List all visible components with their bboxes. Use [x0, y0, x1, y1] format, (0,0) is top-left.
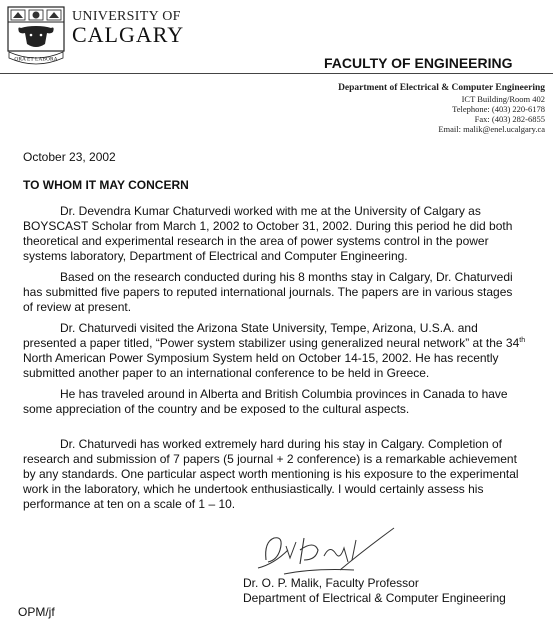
university-name-line1: UNIVERSITY OF [72, 9, 181, 24]
department-building: ICT Building/Room 402 [461, 94, 545, 104]
paragraph-line: by any standards. One particular aspect worth mentioning is his exposure to the experimental [23, 467, 519, 481]
paragraph-1 [23, 204, 529, 264]
paragraph-2 [23, 270, 529, 315]
paragraph-line-text: presented a paper titled, “Power system stabilizer using generalized neural network” at the 34 [23, 336, 520, 350]
paragraph-line: submitted another paper to an international conference to be held in Greece. [23, 366, 430, 380]
department-phone: Telephone: (403) 220-6178 [452, 104, 545, 114]
paragraph-3 [23, 321, 529, 381]
paragraph-4 [23, 387, 529, 417]
faculty-title: FACULTY OF ENGINEERING [324, 55, 513, 71]
header-divider [0, 73, 553, 74]
signature-icon [244, 520, 409, 580]
paragraph-line: systems laboratory, Department of Electrical and Computer Engineering. [23, 249, 408, 263]
ordinal-superscript: th [519, 337, 526, 344]
paragraph-line: research and submission of 7 papers (5 journal + 2 conference) is a remarkable achievement [23, 452, 517, 466]
department-fax: Fax: (403) 282-6855 [474, 114, 545, 124]
paragraph-line: Dr. Chaturvedi visited the Arizona State University, Tempe, Arizona, U.S.A. and [60, 321, 478, 335]
paragraph-line: Dr. Devendra Kumar Chaturvedi worked with me at the University of Calgary as [60, 204, 481, 218]
department-email: Email: malik@enel.ucalgary.ca [438, 124, 545, 134]
university-name-line2: CALGARY [72, 22, 185, 47]
paragraph-line: work in the laboratory, which he undertook enthusiastically. I would certainly assess his [23, 482, 484, 496]
paragraph-line: some appreciation of the country and be exposed to the cultural aspects. [23, 402, 410, 416]
svg-text:ORA ET LABORA: ORA ET LABORA [14, 56, 58, 63]
signer-department: Department of Electrical & Computer Engineering [243, 591, 506, 605]
letter-date: October 23, 2002 [23, 150, 116, 164]
paragraph-line: He has traveled around in Alberta and British Columbia provinces in Canada to have [60, 387, 508, 401]
paragraph-line [23, 336, 529, 351]
university-crest-icon [7, 6, 65, 66]
paragraph-line: of review at present. [23, 300, 132, 314]
paragraph-line: Based on the research conducted during his 8 months stay in Calgary, Dr. Chaturvedi [60, 270, 513, 284]
salutation: TO WHOM IT MAY CONCERN [23, 178, 189, 192]
paragraph-line: North American Power Symposium System held on October 14-15, 2002. He has recently [23, 351, 499, 365]
signer-name: Dr. O. P. Malik, Faculty Professor [243, 576, 419, 590]
department-name: Department of Electrical & Computer Engineering [338, 83, 545, 93]
paragraph-line: performance at ten on a scale of 1 – 10. [23, 497, 236, 511]
paragraph-line: has submitted five papers to reputed international journals. The papers are in various stages [23, 285, 513, 299]
paragraph-line: theoretical and experimental research in the area of power systems control in the power [23, 234, 489, 248]
reference-initials: OPM/jf [18, 605, 55, 619]
paragraph-line: Dr. Chaturvedi has worked extremely hard during his stay in Calgary. Completion of [60, 437, 502, 451]
paragraph-5 [23, 437, 529, 512]
paragraph-line: BOYSCAST Scholar from March 1, 2002 to October 31, 2002. During this period he did both [23, 219, 513, 233]
